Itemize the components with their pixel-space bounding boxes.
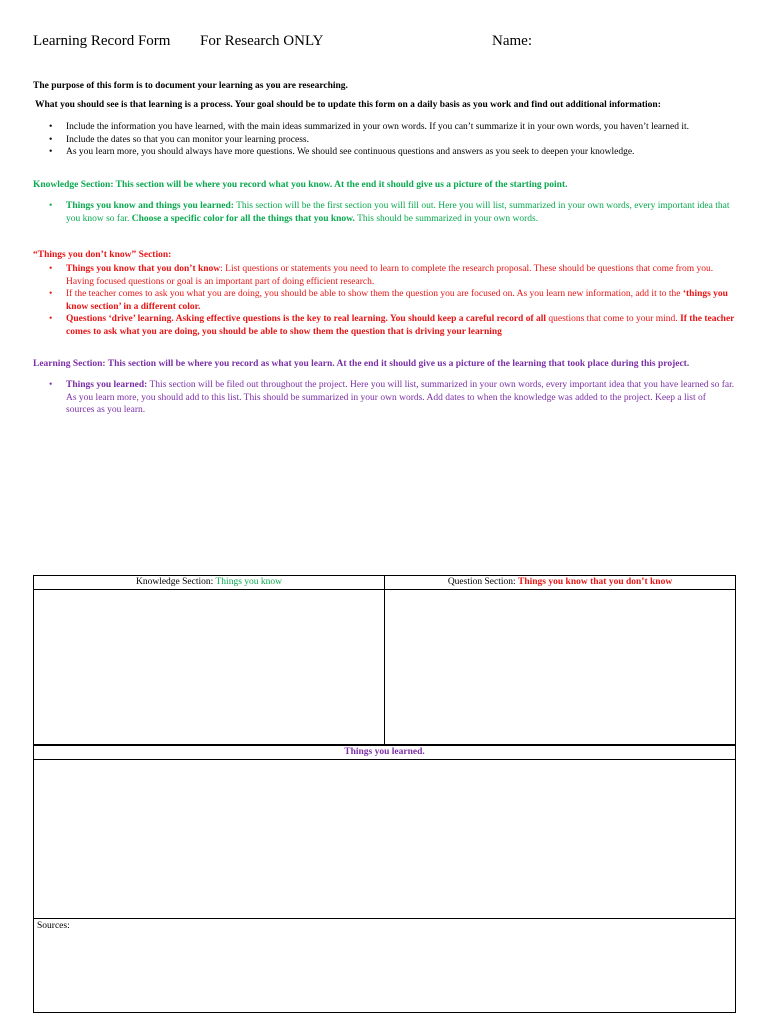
list-item: • Things you learned: This section will be filed out throughout the project. Here you will list, summarized in your own words, every important idea that you have learned so far. As you learn more, you should add to this list. This should be summarized in your own words. Add dates to when the knowledge was added to the project. Keep a list of sources as you learn. (49, 380, 735, 415)
learned-box[interactable] (33, 745, 736, 919)
knowledge-bullets (49, 200, 736, 225)
knowledge-box[interactable] (33, 575, 385, 745)
list-item: • Questions ‘drive’ learning. Asking effective questions is the key to real learning. You should keep a careful record of all questions that come to your mind. If the teacher comes to ask what you are doing, you should be able to show them the question that is driving your learning (49, 314, 735, 337)
list-item: • Include the information you have learned, with the main ideas summarized in your own words. If you can’t summarize it in your own words, you haven’t learned it. (49, 122, 690, 132)
list-item: • If the teacher comes to ask you what you are doing, you should be able to show them the question you are focused on. As you learn new information, add it to the ‘things you know section’ in a different color. (49, 289, 728, 312)
question-box-title: Question Section: Things you know that you don’t know (385, 576, 735, 590)
list-item: • Include the dates so that you can monitor your learning process. (49, 134, 309, 145)
sources-label: Sources: (37, 921, 70, 931)
question-box[interactable] (384, 575, 736, 745)
process-text: What you should see is that learning is a process. Your goal should be to update this form on a daily basis as you work and find out additional information: (35, 100, 661, 110)
learning-heading: Learning Section: This section will be where you record as what you learn. At the end it should give us a picture of the learning that took place during this project. (33, 359, 690, 369)
purpose-text: The purpose of this form is to document your learning as you are researching. (33, 81, 348, 91)
dontknow-bullets (49, 263, 738, 338)
dontknow-heading: “Things you don’t know” Section: (33, 250, 172, 260)
list-item: • As you learn more, you should always have more questions. We should see continuous questions and answers as you seek to deepen your knowledge. (49, 147, 635, 157)
sources-box[interactable] (33, 918, 736, 1013)
research-only-label: For Research ONLY (200, 33, 324, 49)
form-title: Learning Record Form (33, 33, 171, 49)
list-item: • Things you know that you don’t know: List questions or statements you need to learn to complete the research proposal. These should be questions that come from you. Having focused questions or goal is an important part of doing efficient research. (49, 264, 714, 287)
learning-bullets (49, 379, 736, 417)
learned-box-title: Things you learned. (34, 746, 735, 760)
intro-bullets (49, 121, 746, 159)
list-item: • Things you know and things you learned: This section will be the first section you will fill out. Here you will list, summarized in your own words, every important idea that you know so far. Choose a specific color for all the things that you know. This should be summarized in your own words. (49, 201, 730, 224)
knowledge-box-title: Knowledge Section: Things you know (34, 576, 384, 590)
name-label: Name: (492, 33, 532, 49)
knowledge-heading: Knowledge Section: This section will be where you record what you know. At the end it should give us a picture of the starting point. (33, 180, 568, 190)
